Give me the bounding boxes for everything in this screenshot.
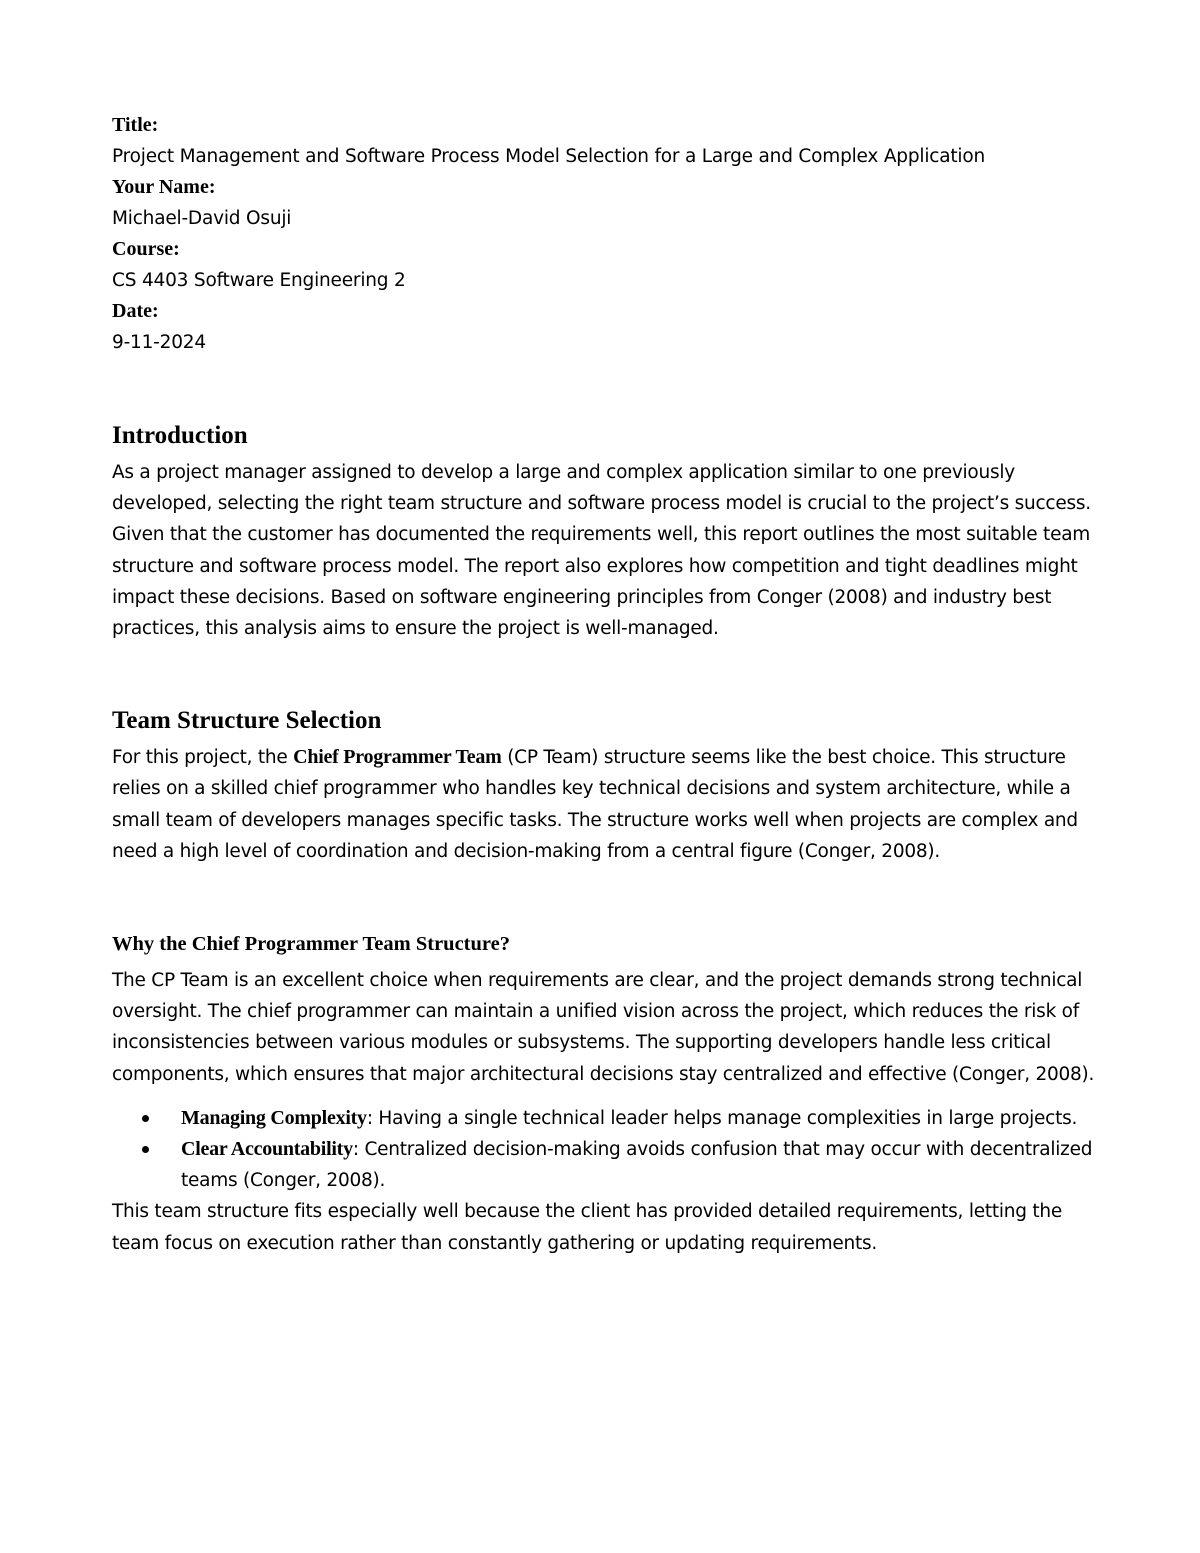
list-item xyxy=(112,1134,1097,1196)
date-value: 9-11-2024 xyxy=(112,332,206,353)
bullet-term: Clear Accountability xyxy=(181,1138,353,1161)
introduction-heading: Introduction xyxy=(112,422,248,449)
introduction-section xyxy=(112,421,1097,644)
why-cp-section xyxy=(112,929,1097,1259)
bullet-text: : Centralized decision-making avoids confusion that may occur with decentralized teams (Conger, 2008). xyxy=(181,1139,1093,1192)
team-structure-paragraph xyxy=(112,742,1097,867)
team-structure-para-suffix: (CP Team) structure seems like the best choice. This structure relies on a skilled chief programmer who handles key technical decisions and system architecture, while a small team of developers manages specific tasks. The structure works well when projects are complex and need a high level of coordination and decision-making from a central figure (Conger, 2008). xyxy=(112,747,1078,862)
title-label: Title: xyxy=(112,114,159,136)
bullet-text: : Having a single technical leader helps manage complexities in large projects. xyxy=(366,1107,1078,1129)
course-value: CS 4403 Software Engineering 2 xyxy=(112,270,406,291)
list-item xyxy=(112,1103,1097,1134)
why-cp-heading: Why the Chief Programmer Team Structure? xyxy=(112,933,510,956)
name-value: Michael-David Osuji xyxy=(112,208,292,229)
introduction-paragraph: As a project manager assigned to develop a large and complex application similar to one previously developed, selecting the right team structure and software process model is crucial to the project’s success. Given that the customer has documented the requirements well, this report outlines the most suitable team structure and software process model. The report also explores how competition and tight deadlines might impact these decisions. Based on software engineering principles from Conger (2008) and industry best practices, this analysis aims to ensure the project is well-managed. xyxy=(112,462,1091,640)
why-cp-paragraph: The CP Team is an excellent choice when requirements are clear, and the project demands strong technical oversight. The chief programmer can maintain a unified vision across the project, which reduces the risk of inconsistencies between various modules or subsystems. The supporting developers handle less critical components, which ensures that major architectural decisions stay centralized and effective (Conger, 2008). xyxy=(112,970,1095,1085)
course-label: Course: xyxy=(112,238,180,260)
document-page xyxy=(112,110,1097,1259)
date-label: Date: xyxy=(112,300,159,322)
benefits-list xyxy=(112,1103,1097,1197)
title-block xyxy=(112,110,1097,358)
why-cp-closing-paragraph: This team structure fits especially well because the client has provided detailed requirements, letting the team focus on execution rather than constantly gathering or updating requirements. xyxy=(112,1201,1062,1254)
team-structure-para-bold: Chief Programmer Team xyxy=(293,746,502,769)
title-value: Project Management and Software Process Model Selection for a Large and Complex Application xyxy=(112,146,986,167)
bullet-icon xyxy=(142,1146,149,1153)
team-structure-para-prefix: For this project, the xyxy=(112,747,294,769)
team-structure-section xyxy=(112,706,1097,867)
bullet-term: Managing Complexity xyxy=(181,1106,367,1129)
bullet-icon xyxy=(142,1115,149,1122)
name-label: Your Name: xyxy=(112,176,216,198)
team-structure-heading: Team Structure Selection xyxy=(112,707,382,735)
